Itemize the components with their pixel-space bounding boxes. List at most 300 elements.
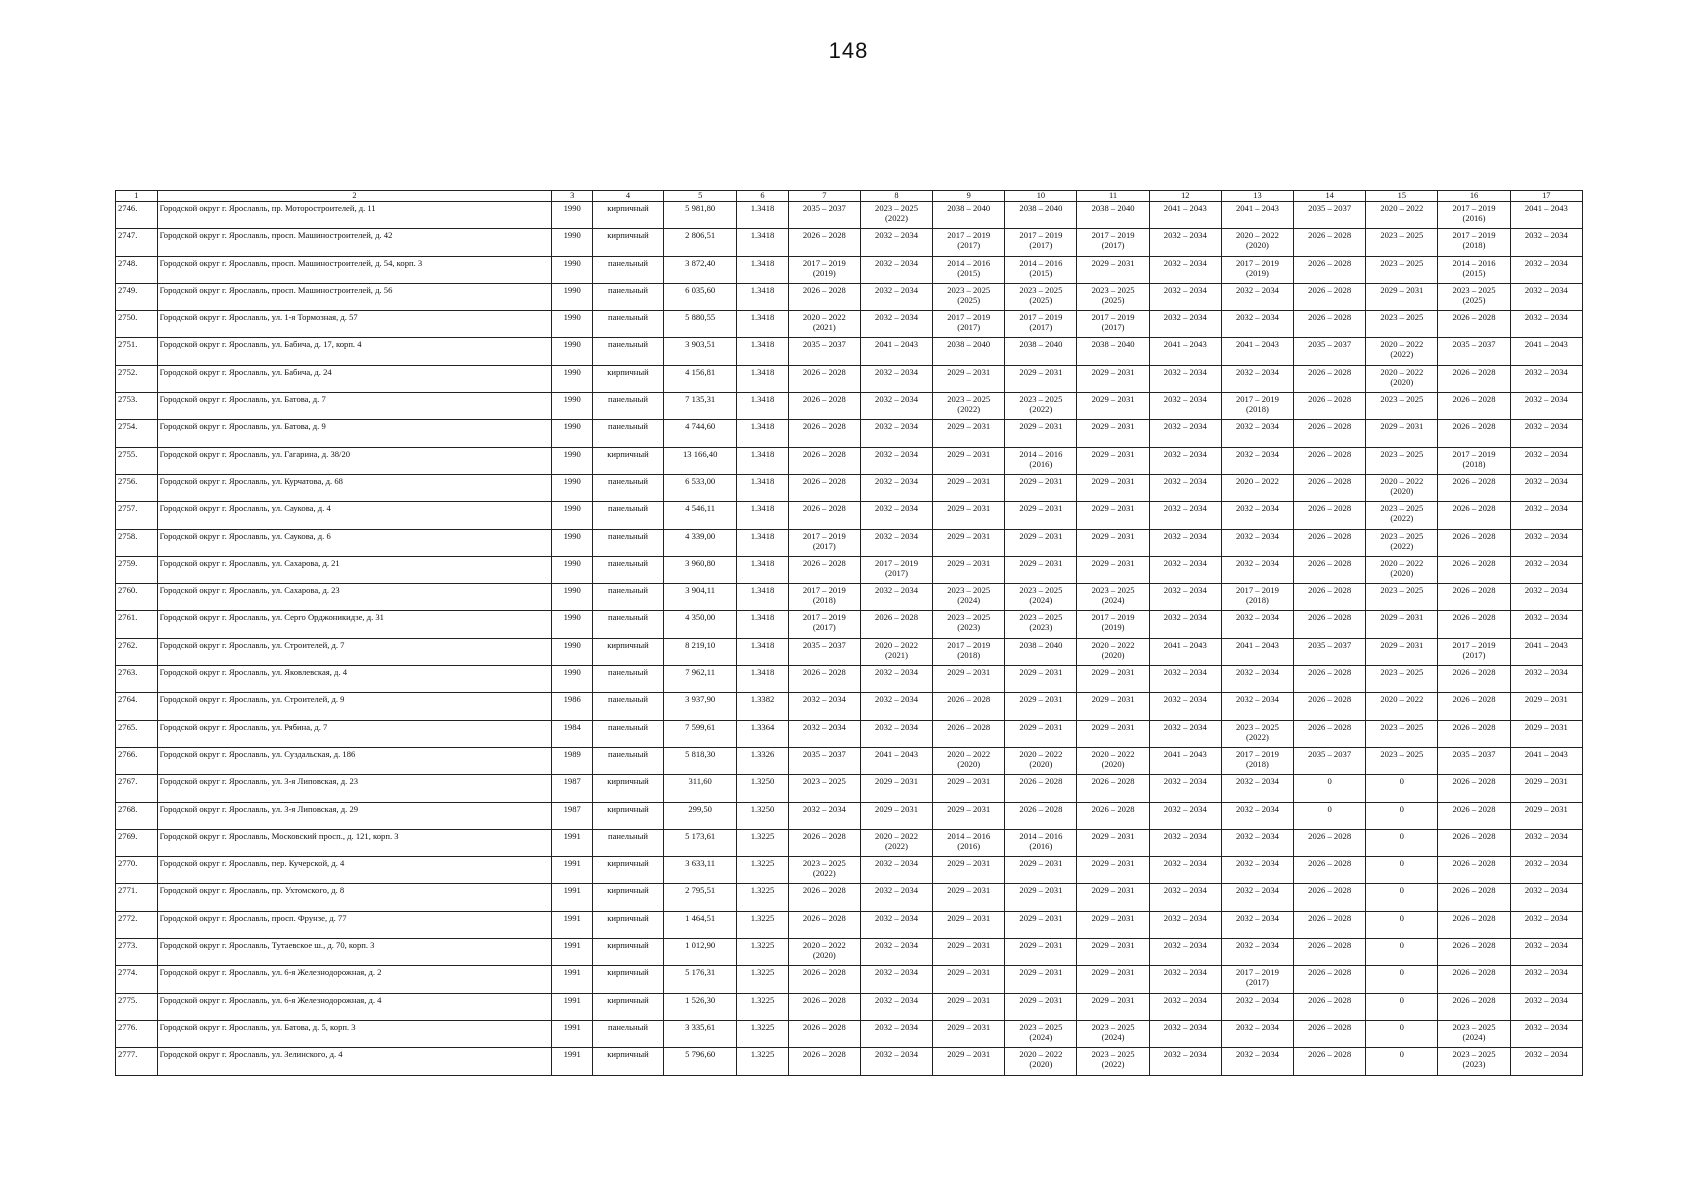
table-cell-col-4 [592,474,663,501]
cell-value: 2020 – 2022 [875,639,918,650]
table-cell-col-4 [592,693,663,720]
table-cell-col-1 [116,666,158,693]
table-cell-col-6 [737,338,788,365]
header-row [116,191,1583,202]
cell-value: 1.3225 [750,912,775,923]
cell-value: Городской округ г. Ярославль, ул. Сахарова, д. 21 [159,557,340,568]
cell-value: 2023 – 2025 [1091,585,1135,596]
cell-value-note: (2020) [1101,649,1125,660]
cell-value: панельный [607,339,648,350]
cell-value: 2032 – 2034 [1163,776,1207,787]
table-cell-col-3 [552,638,592,665]
table-cell-col-14 [1294,556,1366,583]
cell-value: 2029 – 2031 [1380,421,1424,432]
table-cell-col-16 [1438,775,1510,802]
table-cell-col-2 [157,502,552,529]
cell-value: 2020 – 2022 [1380,557,1424,568]
cell-value: кирпичный [607,885,649,896]
table-cell-col-15 [1366,447,1438,474]
cell-value: кирпичный [607,803,649,814]
cell-value: 8 219,10 [685,639,716,650]
cell-value: 2026 – 2028 [1452,530,1496,541]
cell-value: 2023 – 2025 [1380,257,1424,268]
cell-value: 1990 [563,203,581,213]
cell-value: 2023 – 2025 [1452,1021,1496,1032]
cell-value: 2020 – 2022 [802,940,846,951]
table-cell-col-5 [664,638,737,665]
table-cell-col-12 [1149,229,1221,256]
table-cell-col-17 [1510,256,1582,283]
cell-value: 2023 – 2025 [947,612,991,623]
table-cell-col-8 [860,993,932,1020]
table-cell-col-3 [552,993,592,1020]
cell-value: 5 981,80 [685,203,716,213]
table-cell-col-3 [552,1048,592,1075]
table-cell-col-11 [1077,1020,1149,1047]
table-cell-col-16 [1438,202,1510,229]
cell-value: 2017 – 2019 [1452,448,1496,459]
cell-value: 2026 – 2028 [802,503,846,514]
cell-value: Городской округ г. Ярославль, ул. Батова, д. 7 [159,394,326,405]
cell-value: кирпичный [607,366,649,377]
cell-value: 2029 – 2031 [1019,912,1063,923]
cell-value: 1990 [563,557,581,568]
cell-value: 2032 – 2034 [1524,230,1568,241]
cell-value: 2041 – 2043 [1163,748,1207,759]
cell-value: 2017 – 2019 [802,585,846,596]
table-cell-col-14 [1294,993,1366,1020]
cell-value: 2026 – 2028 [802,667,846,678]
table-cell-col-4 [592,829,663,856]
table-cell-col-8 [860,311,932,338]
table-cell-col-6 [737,529,788,556]
cell-value: 2026 – 2028 [1308,1021,1352,1032]
cell-value-note: (2024) [1462,1031,1486,1042]
cell-value: 2 795,51 [685,885,716,896]
table-row [116,911,1583,938]
cell-value: панельный [607,748,648,759]
cell-value-note: (2018) [812,595,836,606]
table-cell-col-2 [157,474,552,501]
column-header-6: 6 [737,191,788,202]
table-cell-col-7 [788,857,860,884]
table-cell-col-13 [1221,693,1293,720]
table-cell-col-6 [737,393,788,420]
cell-value-note: (2017) [812,622,836,633]
table-cell-col-2 [157,911,552,938]
cell-value-note: (2018) [1462,240,1486,251]
table-cell-col-17 [1510,939,1582,966]
cell-value: 2032 – 2034 [875,667,918,678]
table-cell-col-3 [552,338,592,365]
cell-value: 2017 – 2019 [802,257,846,268]
table-cell-col-7 [788,911,860,938]
cell-value: 0 [1399,967,1404,978]
table-cell-col-17 [1510,720,1582,747]
table-cell-col-8 [860,365,932,392]
table-cell-col-17 [1510,911,1582,938]
table-cell-col-3 [552,365,592,392]
table-cell-col-11 [1077,311,1149,338]
cell-value: 2029 – 2031 [947,967,991,978]
cell-value: 2032 – 2034 [1235,912,1279,923]
cell-value: 1990 [563,667,581,678]
table-cell-col-10 [1005,393,1077,420]
table-cell-col-13 [1221,365,1293,392]
cell-value: 1.3418 [750,421,775,432]
table-header [116,191,1583,202]
table-cell-col-7 [788,447,860,474]
cell-value: 1.3418 [750,585,775,596]
table-cell-col-17 [1510,393,1582,420]
table-cell-col-7 [788,229,860,256]
cell-value: 2747. [118,230,138,241]
table-cell-col-11 [1077,611,1149,638]
table-cell-col-12 [1149,747,1221,774]
cell-value-note: (2025) [957,294,981,305]
table-cell-col-16 [1438,283,1510,310]
cell-value-note: (2022) [885,840,908,851]
cell-value: 2017 – 2019 [1019,312,1063,323]
table-cell-col-1 [116,420,158,447]
table-cell-col-3 [552,775,592,802]
cell-value: 1.3418 [750,394,775,405]
cell-value: Городской округ г. Ярославль, ул. Сахарова, д. 23 [159,585,340,596]
cell-value: 2026 – 2028 [1308,284,1352,295]
table-cell-col-1 [116,939,158,966]
table-cell-col-10 [1005,775,1077,802]
table-cell-col-12 [1149,993,1221,1020]
table-cell-col-17 [1510,611,1582,638]
table-cell-col-1 [116,802,158,829]
table-cell-col-5 [664,857,737,884]
cell-value: 3 937,90 [685,694,716,705]
table-cell-col-12 [1149,365,1221,392]
table-row [116,283,1583,310]
cell-value: кирпичный [607,912,649,923]
table-cell-col-4 [592,884,663,911]
cell-value: 2017 – 2019 [802,612,846,623]
cell-value: 1991 [563,885,581,896]
table-cell-col-1 [116,202,158,229]
cell-value: 2766. [118,748,138,759]
cell-value: 2032 – 2034 [1524,830,1568,841]
table-cell-col-15 [1366,474,1438,501]
column-header-5: 5 [664,191,737,202]
table-cell-col-2 [157,939,552,966]
cell-value: 2020 – 2022 [1019,1049,1063,1060]
cell-value: 2029 – 2031 [1019,366,1063,377]
cell-value: 2029 – 2031 [875,803,918,814]
cell-value: 2029 – 2031 [947,885,991,896]
table-cell-col-9 [933,829,1005,856]
table-cell-col-9 [933,1020,1005,1047]
cell-value: 2032 – 2034 [1235,612,1279,623]
cell-value: 2029 – 2031 [1019,885,1063,896]
cell-value: 2756. [118,475,138,486]
table-cell-col-9 [933,611,1005,638]
table-cell-col-13 [1221,802,1293,829]
table-cell-col-17 [1510,993,1582,1020]
table-cell-col-2 [157,747,552,774]
cell-value: 2023 – 2025 [1380,394,1424,405]
table-cell-col-3 [552,556,592,583]
table-cell-col-3 [552,447,592,474]
table-cell-col-13 [1221,256,1293,283]
cell-value: 2038 – 2040 [1091,339,1135,350]
table-row [116,775,1583,802]
cell-value: Городской округ г. Ярославль, ул. Бабича, д. 17, корп. 4 [159,339,362,350]
table-cell-col-11 [1077,556,1149,583]
cell-value: 5 818,30 [685,748,716,759]
cell-value: 2023 – 2025 [1380,448,1424,459]
table-cell-col-6 [737,584,788,611]
table-cell-col-11 [1077,966,1149,993]
table-cell-col-14 [1294,256,1366,283]
table-cell-col-12 [1149,829,1221,856]
table-cell-col-7 [788,502,860,529]
cell-value: 2032 – 2034 [1524,421,1568,432]
table-cell-col-5 [664,720,737,747]
table-cell-col-2 [157,693,552,720]
table-cell-col-15 [1366,829,1438,856]
table-cell-col-4 [592,911,663,938]
cell-value: 2029 – 2031 [1091,885,1135,896]
table-cell-col-11 [1077,365,1149,392]
cell-value: 2032 – 2034 [1524,940,1568,951]
cell-value: 2032 – 2034 [1524,1049,1568,1060]
cell-value: 2026 – 2028 [802,1021,846,1032]
cell-value: панельный [607,312,648,323]
cell-value: 2032 – 2034 [1524,475,1568,486]
table-cell-col-13 [1221,775,1293,802]
table-cell-col-16 [1438,939,1510,966]
cell-value: кирпичный [607,1049,649,1060]
table-cell-col-1 [116,857,158,884]
cell-value: 2020 – 2022 [1380,339,1424,350]
table-cell-col-5 [664,993,737,1020]
table-cell-col-7 [788,338,860,365]
table-row [116,611,1583,638]
cell-value: 2023 – 2025 [1380,721,1424,732]
table-cell-col-17 [1510,502,1582,529]
table-cell-col-8 [860,556,932,583]
table-cell-col-7 [788,939,860,966]
table-cell-col-17 [1510,584,1582,611]
table-cell-col-11 [1077,939,1149,966]
table-cell-col-1 [116,365,158,392]
table-cell-col-13 [1221,611,1293,638]
cell-value: 2032 – 2034 [1524,394,1568,405]
column-header-1: 1 [116,191,158,202]
cell-value: 2032 – 2034 [1235,1021,1279,1032]
table-cell-col-11 [1077,693,1149,720]
cell-value: 2769. [118,830,138,841]
table-cell-col-15 [1366,393,1438,420]
cell-value-note: (2022) [1245,731,1269,742]
cell-value: 2020 – 2022 [947,748,991,759]
cell-value: кирпичный [607,230,649,241]
table-cell-col-14 [1294,365,1366,392]
table-cell-col-11 [1077,720,1149,747]
cell-value: 5 796,60 [685,1049,716,1060]
table-cell-col-17 [1510,775,1582,802]
table-cell-col-3 [552,802,592,829]
cell-value: 2026 – 2028 [802,1049,846,1060]
table-cell-col-13 [1221,502,1293,529]
table-cell-col-12 [1149,584,1221,611]
cell-value: 2023 – 2025 [947,585,991,596]
cell-value: 2761. [118,612,138,623]
table-cell-col-1 [116,693,158,720]
cell-value: 2026 – 2028 [1308,448,1352,459]
cell-value: 2026 – 2028 [1308,612,1352,623]
cell-value: 2029 – 2031 [1091,830,1135,841]
cell-value: 2026 – 2028 [1308,257,1352,268]
cell-value: 2035 – 2037 [802,339,846,350]
table-cell-col-7 [788,666,860,693]
table-cell-col-11 [1077,256,1149,283]
table-cell-col-14 [1294,857,1366,884]
cell-value: 2020 – 2022 [1235,230,1279,241]
table-cell-col-17 [1510,884,1582,911]
cell-value: 2029 – 2031 [1091,667,1135,678]
table-cell-col-6 [737,802,788,829]
table-cell-col-4 [592,939,663,966]
table-cell-col-15 [1366,256,1438,283]
cell-value: 2023 – 2025 [1380,748,1424,759]
table-cell-col-8 [860,775,932,802]
cell-value: 2032 – 2034 [1235,557,1279,568]
table-cell-col-14 [1294,393,1366,420]
table-cell-col-16 [1438,611,1510,638]
table-cell-col-9 [933,256,1005,283]
cell-value: 2029 – 2031 [1019,475,1063,486]
cell-value: 2014 – 2016 [947,257,991,268]
cell-value: 2026 – 2028 [1308,421,1352,432]
cell-value: 2029 – 2031 [1019,557,1063,568]
table-row [116,638,1583,665]
table-cell-col-16 [1438,666,1510,693]
table-cell-col-2 [157,311,552,338]
cell-value: 2026 – 2028 [1452,721,1496,732]
cell-value: 2023 – 2025 [947,394,991,405]
cell-value-note: (2015) [1029,267,1053,278]
table-cell-col-8 [860,529,932,556]
table-cell-col-14 [1294,1020,1366,1047]
cell-value: 2032 – 2034 [875,940,918,951]
cell-value: 1990 [563,339,581,350]
table-cell-col-11 [1077,857,1149,884]
table-cell-col-9 [933,365,1005,392]
cell-value: Городской округ г. Ярославль, ул. Бабича, д. 24 [159,366,332,377]
cell-value: 2749. [118,284,138,295]
table-cell-col-15 [1366,693,1438,720]
table-cell-col-7 [788,202,860,229]
table-cell-col-2 [157,666,552,693]
cell-value: Городской округ г. Ярославль, ул. Зелинского, д. 4 [159,1049,343,1060]
cell-value: 2029 – 2031 [947,1021,991,1032]
table-cell-col-14 [1294,1048,1366,1075]
cell-value: Городской округ г. Ярославль, ул. 3-я Липовская, д. 29 [159,803,359,814]
table-cell-col-10 [1005,747,1077,774]
cell-value-note: (2023) [1029,622,1053,633]
table-cell-col-5 [664,338,737,365]
table-row [116,584,1583,611]
table-cell-col-1 [116,884,158,911]
table-cell-col-4 [592,556,663,583]
table-cell-col-2 [157,857,552,884]
table-cell-col-13 [1221,857,1293,884]
table-cell-col-2 [157,529,552,556]
table-cell-col-12 [1149,202,1221,229]
cell-value: 2032 – 2034 [1524,1021,1568,1032]
table-cell-col-10 [1005,283,1077,310]
table-cell-col-13 [1221,1048,1293,1075]
cell-value: 2032 – 2034 [1163,503,1207,514]
table-cell-col-6 [737,556,788,583]
cell-value: 1990 [563,530,581,541]
cell-value-note: (2015) [1462,267,1486,278]
table-cell-col-17 [1510,283,1582,310]
cell-value: 2035 – 2037 [1452,748,1496,759]
table-cell-col-13 [1221,747,1293,774]
table-cell-col-7 [788,474,860,501]
table-cell-col-1 [116,638,158,665]
table-cell-col-7 [788,1048,860,1075]
table-cell-col-16 [1438,1020,1510,1047]
table-cell-col-9 [933,584,1005,611]
table-cell-col-16 [1438,311,1510,338]
table-cell-col-10 [1005,447,1077,474]
cell-value: 2026 – 2028 [802,475,846,486]
table-cell-col-15 [1366,229,1438,256]
cell-value: 2017 – 2019 [1452,203,1496,213]
cell-value: 2020 – 2022 [1380,694,1424,705]
table-cell-col-9 [933,447,1005,474]
table-cell-col-7 [788,884,860,911]
table-cell-col-10 [1005,365,1077,392]
cell-value: 2023 – 2025 [1380,530,1424,541]
table-cell-col-4 [592,775,663,802]
table-cell-col-15 [1366,802,1438,829]
table-cell-col-9 [933,638,1005,665]
table-cell-col-10 [1005,529,1077,556]
table-cell-col-9 [933,720,1005,747]
cell-value: 13 166,40 [682,448,718,459]
cell-value: Городской округ г. Ярославль, ул. Батова, д. 9 [159,421,326,432]
table-cell-col-8 [860,611,932,638]
cell-value: 2029 – 2031 [947,803,991,814]
cell-value: 2023 – 2025 [947,284,991,295]
cell-value-note: (2023) [957,622,981,633]
cell-value: 2035 – 2037 [1308,203,1352,213]
table-cell-col-9 [933,666,1005,693]
table-cell-col-8 [860,447,932,474]
cell-value: 2023 – 2025 [1380,312,1424,323]
cell-value-note: (2021) [885,649,908,660]
cell-value: 2026 – 2028 [802,421,846,432]
cell-value: 2038 – 2040 [1019,639,1063,650]
cell-value-note: (2015) [957,267,981,278]
table-cell-col-9 [933,775,1005,802]
table-cell-col-8 [860,584,932,611]
table-cell-col-3 [552,202,592,229]
cell-value: 2032 – 2034 [875,448,918,459]
table-cell-col-12 [1149,256,1221,283]
cell-value: 1.3250 [750,776,775,787]
cell-value: 2026 – 2028 [802,557,846,568]
